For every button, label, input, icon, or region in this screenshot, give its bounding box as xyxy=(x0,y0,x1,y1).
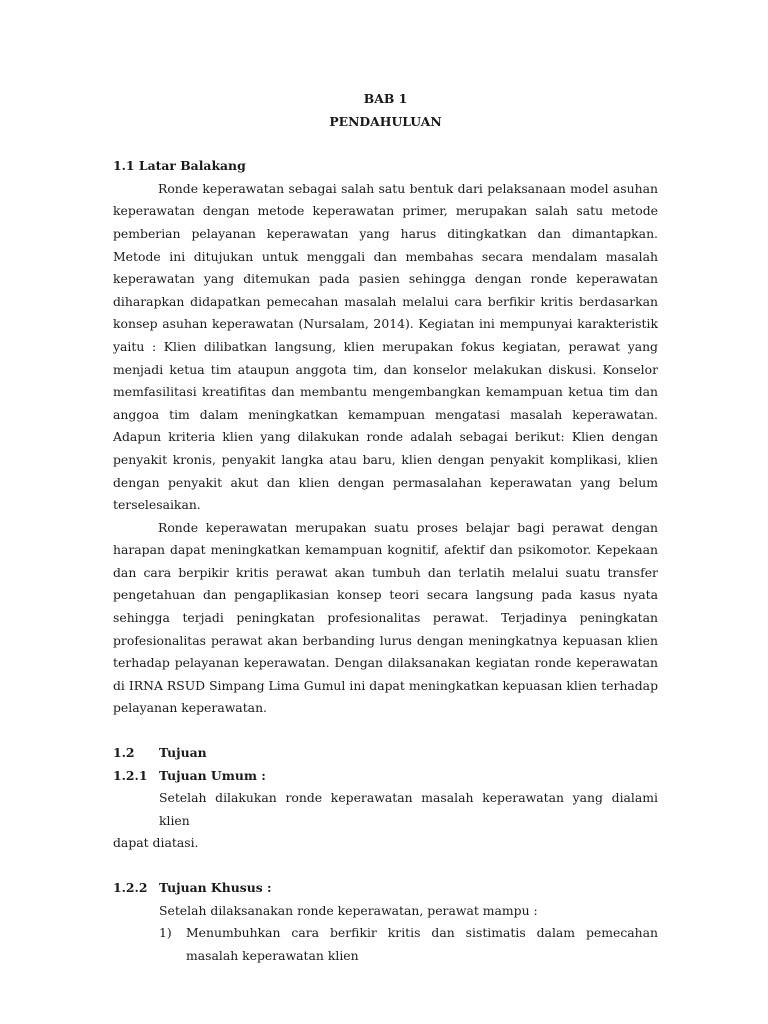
list-marker: 1) xyxy=(159,925,172,941)
section-number: 1.2 xyxy=(113,745,135,761)
tujuan-khusus-intro: Setelah dilaksanakan ronde keperawatan, perawat mampu : xyxy=(159,902,538,918)
section-title: Tujuan Khusus : xyxy=(159,880,272,895)
section-heading-1-1: 1.1 Latar Balakang xyxy=(113,158,246,174)
chapter-title: PENDAHULUAN xyxy=(329,113,442,129)
section-number: 1.2.1 xyxy=(113,767,148,783)
body-paragraph-2: Ronde keperawatan merupakan suatu proses belajar bagi perawat dengan harapan dapat meningkatkan kemampuan kognitif, afektif dan psikomotor. Kepekaan dan cara berpikir kritis perawat akan tumbuh dan terlatih melalui suatu transfer pengetahuan dan pengaplikasian konsep teori secara langsung pada kasus nyata sehingga terjadi peningkatan profesionalitas perawat. Terjadinya peningkatan profesionalitas perawat akan berbanding lurus dengan meningkatnya kepuasan klien terhadap pelayanan keperawatan. Dengan dilaksanakan kegiatan ronde keperawatan di IRNA RSUD Simpang Lima Gumul ini dapat meningkatkan kepuasan klien terhadap pelayanan keperawatan. xyxy=(113,519,658,716)
list-item-text: Menumbuhkan cara berfikir kritis dan sistimatis dalam pemecahan masalah keperawatan klien xyxy=(186,925,658,963)
section-title: Tujuan Umum : xyxy=(159,767,266,783)
section-heading-1-2-1 xyxy=(113,765,658,788)
list-item xyxy=(159,922,658,967)
spacer xyxy=(113,720,658,742)
spacer xyxy=(113,855,658,877)
tujuan-umum-line-1: Setelah dilakukan ronde keperawatan masalah keperawatan yang dialami klien xyxy=(159,790,658,828)
section-number: 1.2.2 xyxy=(113,880,148,895)
tujuan-umum-line-2: dapat diatasi. xyxy=(113,835,199,851)
document-page xyxy=(113,88,658,967)
section-title: Tujuan xyxy=(159,745,207,761)
chapter-number: BAB 1 xyxy=(363,91,408,106)
body-paragraph-1: Ronde keperawatan sebagai salah satu bentuk dari pelaksanaan model asuhan keperawatan dengan metode keperawatan primer, merupakan salah satu metode pemberian pelayanan keperawatan yang harus ditingkatkan dan dimantapkan. Metode ini ditujukan untuk menggali dan membahas secara mendalam masalah keperawatan yang ditemukan pada pasien sehingga dengan ronde keperawatan diharapkan didapatkan pemecahan masalah melalui cara berfikir kritis berdasarkan konsep asuhan keperawatan (Nursalam, 2014). Kegiatan ini mempunyai karakteristik yaitu : Klien dilibatkan langsung, klien merupakan fokus kegiatan, perawat yang menjadi ketua tim ataupun anggota tim, dan konselor melakukan diskusi. Konselor memfasilitasi kreatifitas dan membantu mengembangkan kemampuan ketua tim dan anggoa tim dalam meningkatkan kemampuan mengatasi masalah keperawatan. Adapun kriteria klien yang dilakukan ronde adalah sebagai berikut: Klien dengan penyakit kronis, penyakit langka atau baru, klien dengan penyakit komplikasi, klien dengan penyakit akut dan klien dengan permasalahan keperawatan yang belum terselesaikan. xyxy=(113,180,658,513)
section-heading-1-2 xyxy=(113,742,658,765)
section-heading-1-2-2 xyxy=(113,877,658,900)
